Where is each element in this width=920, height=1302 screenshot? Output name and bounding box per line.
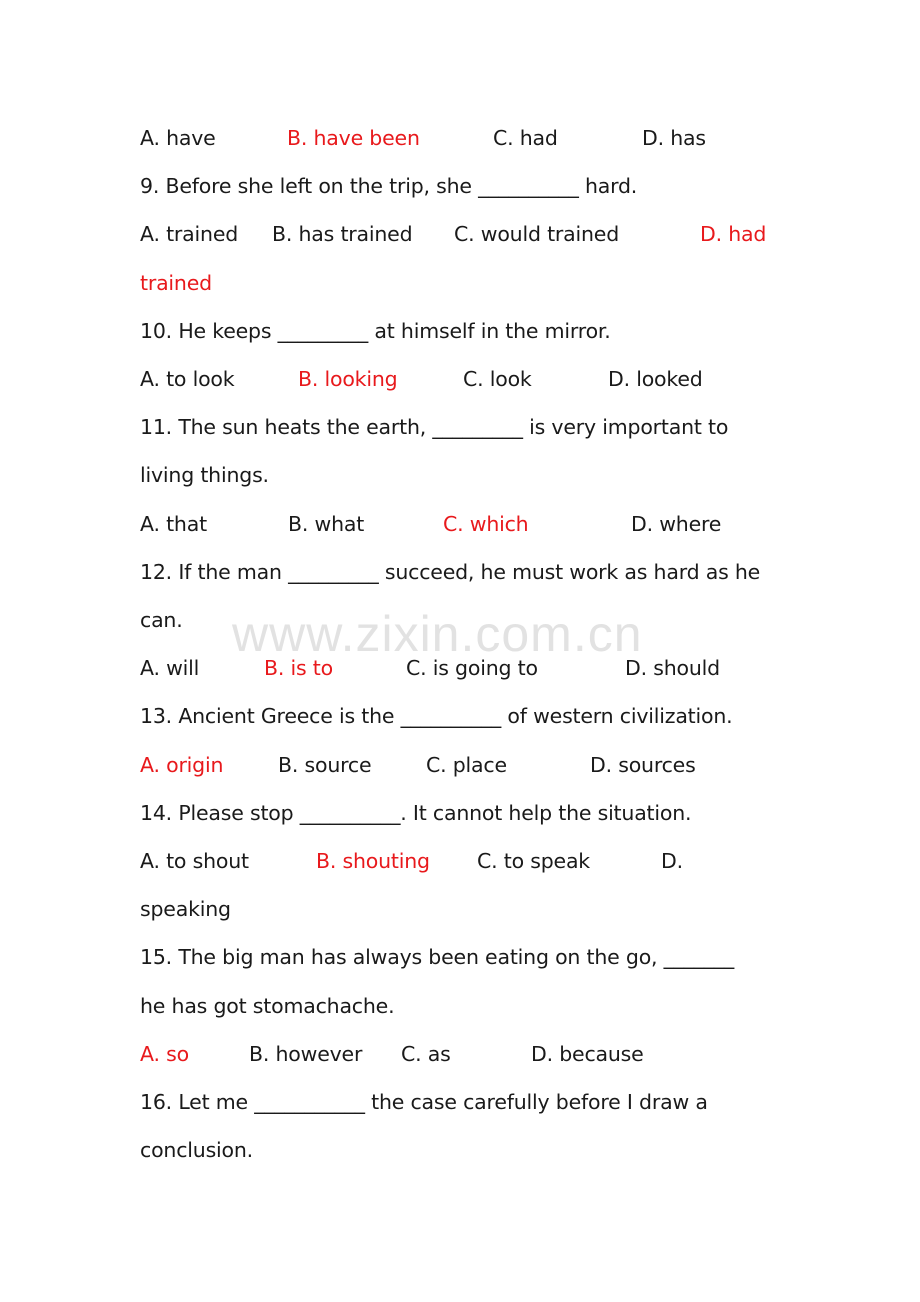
text-segment: conclusion. — [140, 1138, 253, 1163]
text-segment: living things. — [140, 463, 269, 488]
text-segment: 13. Ancient Greece is the __________ of western civilization. — [140, 704, 733, 729]
text-segment: D. because — [531, 1041, 644, 1066]
text-line — [0, 798, 920, 828]
text-line — [0, 171, 920, 201]
text-segment: C. as — [401, 1041, 451, 1066]
text-line — [0, 268, 920, 298]
text-segment: A. that — [140, 511, 207, 536]
text-line — [0, 1087, 920, 1117]
text-segment: A. have — [140, 126, 216, 150]
text-segment: 12. If the man _________ succeed, he must work as hard as he — [140, 559, 761, 584]
text-segment: D. should — [625, 656, 720, 681]
text-line — [0, 460, 920, 490]
text-segment: B. however — [249, 1041, 363, 1066]
text-segment: 9. Before she left on the trip, she __________ hard. — [140, 174, 638, 199]
text-line — [0, 509, 920, 539]
text-line — [0, 750, 920, 780]
text-segment: C. had — [493, 126, 558, 150]
text-segment: D. where — [631, 511, 722, 536]
text-segment: D. — [661, 849, 683, 873]
text-segment: can. — [140, 608, 183, 632]
text-segment: 15. The big man has always been eating on the go, _______ — [140, 945, 735, 970]
text-segment: A. to shout — [140, 849, 249, 873]
text-line — [0, 1135, 920, 1165]
text-segment: C. to speak — [477, 849, 590, 873]
text-line — [0, 219, 920, 249]
text-segment: B. what — [288, 511, 365, 536]
watermark: www.zixin.com.cn — [232, 606, 643, 662]
text-segment: he has got stomachache. — [140, 993, 395, 1018]
answer-option: C. which — [443, 511, 529, 536]
text-line — [0, 846, 920, 876]
text-segment: 16. Let me ___________ the case carefully before I draw a — [140, 1090, 708, 1114]
text-segment: A. will — [140, 656, 200, 681]
text-segment: A. trained — [140, 222, 239, 247]
answer-option: D. had — [700, 222, 767, 247]
text-line — [0, 1039, 920, 1069]
text-line — [0, 364, 920, 394]
text-segment: B. source — [278, 752, 372, 777]
answer-option: A. origin — [140, 752, 224, 777]
text-segment: C. place — [426, 752, 507, 777]
answer-option: B. have been — [287, 126, 420, 150]
answer-option: B. is to — [264, 656, 333, 681]
text-line — [0, 557, 920, 587]
text-line — [0, 942, 920, 972]
text-line — [0, 123, 920, 153]
text-segment: D. has — [642, 126, 706, 150]
text-segment: 10. He keeps _________ at himself in the mirror. — [140, 318, 611, 343]
text-segment: C. look — [463, 367, 532, 391]
text-line — [0, 316, 920, 346]
text-segment: D. sources — [590, 752, 696, 777]
text-segment: D. looked — [608, 367, 703, 391]
answer-option: B. looking — [298, 367, 398, 391]
answer-option: A. so — [140, 1041, 189, 1066]
text-segment: B. has trained — [272, 222, 413, 247]
text-segment: 11. The sun heats the earth, _________ is very important to — [140, 415, 729, 440]
text-segment: 14. Please stop __________. It cannot help the situation. — [140, 800, 692, 825]
text-segment: speaking — [140, 897, 231, 922]
answer-option: B. shouting — [316, 849, 430, 873]
answer-option: trained — [140, 270, 212, 295]
text-line — [0, 701, 920, 731]
text-segment: A. to look — [140, 367, 235, 391]
text-line — [0, 894, 920, 924]
text-line — [0, 991, 920, 1021]
text-segment: C. would trained — [454, 222, 620, 247]
text-line — [0, 412, 920, 442]
text-segment: C. is going to — [406, 656, 538, 681]
